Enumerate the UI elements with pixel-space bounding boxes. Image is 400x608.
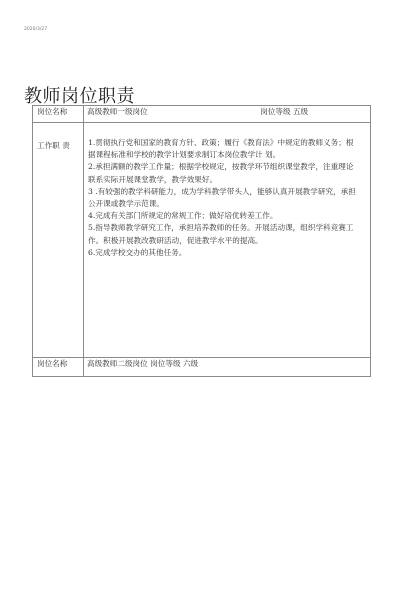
duties-content bbox=[84, 123, 371, 358]
duty-item: 5.指导教师教学研究工作，承担培养教师的任务。开展活动课，组织学科竞赛工作。积极开展教改教研活动，促进教学水平的提高。 bbox=[88, 223, 354, 245]
duty-table bbox=[32, 105, 371, 377]
duty-item: 4.完成有关部门所规定的常规工作；做好培优转差工作。 bbox=[88, 211, 278, 221]
table-row bbox=[33, 106, 371, 123]
duty-item: 3 .有较强的教学科研能力，成为学科教学带头人，能够认真开展教学研究，承担公开课或教学示范课。 bbox=[88, 186, 356, 209]
position-name-value: 高级教师一级岗位 bbox=[87, 107, 148, 116]
duty-item: 2.承担满额的教学工作量；根据学校规定，按教学环节组织课堂教学，注重理论联系实际开展课堂教学，教学效果好。 bbox=[88, 162, 354, 184]
position-name-label: 岗位名称 bbox=[33, 106, 84, 123]
position-name-value: 高级教师二级岗位 岗位等级 六级 bbox=[84, 358, 371, 377]
print-date: 2020/3/27 bbox=[24, 27, 48, 32]
duty-item: 1.贯彻执行党和国家的教育方针、政策；履行《教育法》中规定的教师义务；根据课程标准和学校的教学计划要求制订本岗位教学计 划。 bbox=[88, 138, 354, 160]
duties-label: 工作职 责 bbox=[33, 123, 84, 358]
position-name-label: 岗位名称 bbox=[33, 358, 84, 377]
position-grade-value: 五级 bbox=[292, 107, 309, 116]
duty-item: 6.完成学校交办的其他任务。 bbox=[88, 247, 187, 257]
table-row bbox=[33, 358, 371, 377]
table-row bbox=[33, 123, 371, 358]
document-title: 教师岗位职责 bbox=[24, 86, 135, 107]
position-name-cell bbox=[84, 106, 371, 123]
position-grade-label: 岗位等级 bbox=[260, 107, 291, 116]
